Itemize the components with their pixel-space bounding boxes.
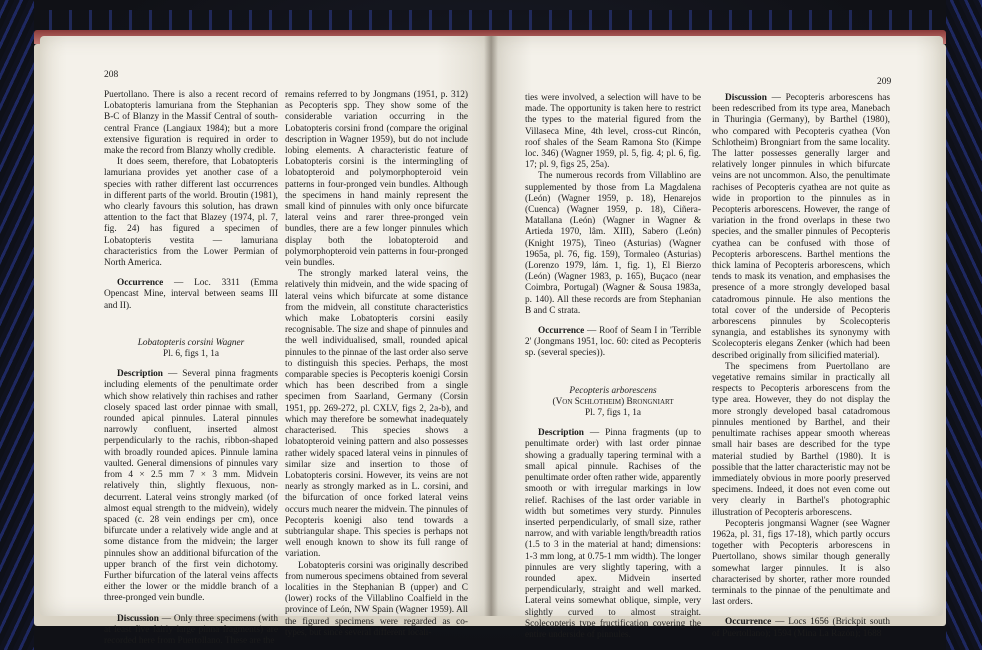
left-page-column-2 xyxy=(285,90,468,639)
page-number-left: 208 xyxy=(104,70,119,80)
section-heading: Occurrence xyxy=(538,326,585,337)
paragraph-text: — Locs 1656 (Brickpit south of Puertollano); 1594 (Mina La Razón); 1688 xyxy=(712,617,890,639)
paragraph-text: — Pinna fragments (up to penultimate order) with last order pinnae showing a gradually tapering terminal with a small apical pinnule. Rachises of the penultimate order often rather wide, apparently smooth or with irregular markings in low relief. Rachises of the last order variable in width but sometimes very sturdy. Pinnules inserted perpendicularly, of small size, rather narrow, and with variable length/breadth ratios (1.5 to 3 in the material at hand; dimensions: 1-3 mm long, at 0.75-1 mm width). The longer pinnules are very slightly tapering, with a rounded apex. Midvein inserted perpendicularly, straight and well marked. Lateral veins somewhat oblique, simple, very slightly curved to almost straight. Scolecopteris type fructification covering the entire underside of pinnules. xyxy=(525,428,701,640)
discussion-paragraph xyxy=(104,614,278,648)
right-page-column-1 xyxy=(525,93,701,641)
paragraph: remains referred to by Jongmans (1951, p. 312) as Pecopteris spp. They show some of the considerable variation occurring in the Lobatopteris corsini frond (compare the original description in Wagner 1959), but do not include lobing elements. A characteristic feature of Lobatopteris corsini is the intermingling of lobatopteroid and polymorphopteroid vein patterns in four-pronged vein bundles. Although the specimens in hand mainly represent the small kind of pinnules with only once bifurcate lateral veins and rarer three-pronged vein bundles, there are a few longer pinnules which display both the lobatopteroid and polymorphopteroid vein patterns in four-pronged vein bundles. xyxy=(285,90,468,269)
section-heading: Discussion xyxy=(725,93,767,103)
cover-cloth-top xyxy=(40,10,940,32)
paragraph-text: — Pecopteris arborescens has been redescribed from its type area, Manebach in Thuringia (Germany), by Barthel (1980), who compared with Pecopteris cyathea (Von Schlotheim) Brongniart from the same locality. The latter possesses generally larger and relatively longer pinnules in which bifurcate veins are not uncommon. Also, the penultimate rachises of Pecopteris cyathea are not quite as wide in proportion to the pinnules as in Pecopteris arborescens. However, the range of variation in the frond overlaps in these two species, and the smaller pinnules of Pecopteris cyathea can be confused with those of Pecopteris arborescens. Barthel mentions the thick lamina of Pecopteris arborescens, which tends to mask its venation, and emphasises the presence of a more strongly developed basal catadromous pinnule. He also mentions the total cover of the underside of Pecopteris arborescens pinnules by Scolecopteris synangia, and establishes its synonymy with Scolecopteris elegans Zenker (which had been described originally from silicified material). xyxy=(712,93,890,361)
paragraph: Pecopteris jongmansi Wagner (see Wagner 1962a, pl. 31, figs 17-18), which partly occurs together with Pecopteris arborescens in Puertollano, shows similar though generally somewhat larger pinnules. It is also characterised by shorter, rather more rounded terminals to the pinnae of the penultimate and last orders. xyxy=(712,518,890,608)
section-heading: Occurrence xyxy=(725,617,772,628)
species-plate: Pl. 6, figs 1, 1a xyxy=(162,349,220,360)
right-page-column-2 xyxy=(712,93,890,640)
paragraph: Lobatopteris corsini was originally described from numerous specimens obtained from several localities in the Stephanian B (upper) and C (lower) rocks of the Villablino Coalfield in the province of León, NW Spain (Wagner 1959). All the figured specimens were regarded as co-types, but since several different locali- xyxy=(285,560,468,638)
page-number-right: 209 xyxy=(877,77,892,87)
paragraph: The strongly marked lateral veins, the relatively thin midvein, and the wide spacing of lateral veins which bifurcate at some distance from the midvein, all constitute characteristics which make Lobatopteris corsini easily recognisable. The size and shape of pinnules and the well individualised, small, rounded apical pinnules to the pinnae of the last order also serve to distinguish this species. Perhaps, the most comparable species is Pecopteris koenigi Corsin which has been described from a single specimen from Saarland, Germany (Corsin 1951, pp. 269-272, pl. CXLV, figs 2, 2a-b), and which may therefore be somewhat inadequately characterised. This species shows a lobatopteroid veining pattern and also possesses rather widely spaced lateral veins in pinnules of similar size and insertion to those of Lobatopteris corsini. However, its veins are not nearly as strongly marked as in L. corsini, and the bifurcation of once forked lateral veins occurs much nearer the midvein. The pinnules of Pecopteris koenigi also tend towards a subtriangular shape. This species is perhaps not well enough known to show its full range of variation. xyxy=(285,269,468,560)
section-heading: Occurrence xyxy=(117,278,164,289)
paragraph-text: — Loc. 3311 (Emma Opencast Mine, interval between seams III and II). xyxy=(104,278,278,311)
description-paragraph xyxy=(525,428,701,641)
species-plate: Pl. 7, figs 1, 1a xyxy=(584,408,642,419)
species-title: Lobatopteris corsini Wagner xyxy=(137,337,245,348)
discussion-paragraph xyxy=(712,93,890,362)
paragraph: The numerous records from Villablino are supplemented by those from La Magdalena (León) (Wagner 1959, p. 18), Henarejos (Cuenca) (Wagner 1959, p. 18), Ciñera-Matallana (León) (Wagner in Wagner & Artieda 1970, lâm. XIII), Sabero (León) (Knight 1975), Tineo (Asturias) (Wagner 1965a, pl. 76, fig. 159), Tormaleo (Asturias) (Lorenzo 1979, lám. 1, fig. 1), El Bierzo (León) (Wagner 1983, p. 165), Buçaco (near Coimbra, Portugal) (Wagner & Sousa 1983a, p. 140). All these records are from Stephanian B and C strata. xyxy=(525,171,701,316)
section-heading: Description xyxy=(117,369,163,380)
book-gutter xyxy=(484,36,498,616)
occurrence-paragraph xyxy=(104,278,278,312)
paragraph: ties were involved, a selection will have to be made. The opportunity is taken here to restrict the types to the material figured from the Villaseca Mine, 4th level, cross-cut Rincón, roof shales of the Seam Ramona Sto (Kimpe loc. 346) (Wagner 1959, pl. 5, fig. 4; pl. 6, fig. 17; pl. 9, figs 25, 25a). xyxy=(525,93,701,171)
species-title: Pecopteris arborescens xyxy=(569,385,657,396)
section-heading: Description xyxy=(538,428,584,439)
paragraph-text: — Roof of Seam I in 'Terrible 2' (Jongmans 1951, loc. 60: cited as Pecopteris sp. (several species)). xyxy=(525,326,701,359)
occurrence-paragraph xyxy=(525,326,701,360)
paragraph: The specimens from Puertollano are vegetative remains similar in practically all respects to Pecopteris arborescens from the type area. However, they do not display the more strongly developed basal catadromous pinnules mentioned by Barthel, and their penultimate rachises appear smooth whereas small hair bases are described for the type material studied by Barthel (1980). It is possible that the latter characteristic may not be immediately obvious in more poorly preserved specimens. Indeed, it does not even come out very clearly in Barthel's photographic illustration of Pecopteris arborescens. xyxy=(712,361,890,518)
description-paragraph xyxy=(104,369,278,604)
cover-cloth-right xyxy=(946,0,982,650)
paragraph: It does seem, therefore, that Lobatopteris lamuriana provides yet another case of a species with rather different last occurrences in different parts of the world. Broutin (1981), who clearly favours this solution, has drawn attention to the fact that Blazey (1974, pl. 7, fig. 24) has figured a specimen of Lobatopteris vestita — lamuriana characteristics from the Lower Permian of North America. xyxy=(104,157,278,269)
cover-cloth-left xyxy=(0,0,34,650)
paragraph-text: — Several pinna fragments including elements of the penultimate order which show relatively thin rachises and rather closely spaced last order pinnae with small, rounded apical pinnules. Lateral pinnules narrowly confluent, inserted almost perpendicularly to the rachis, ribbon-shaped with broadly rounded apices. Pinnule lamina vaulted. General dimensions of pinnules vary from 4 × 2.5 mm 7 × 3 mm. Midvein relatively thin, slightly flexuous, non-decurrent. Lateral veins strongly marked (of almost equal strength to the midvein), widely spaced (c. 28 vein endings per cm), once bifurcate under a relatively wide angle and at some distance from the midvein; the larger pinnules show an additional bifurcation of the upper branch of the first vein dichotomy. Further bifurcation of the lateral veins affects either the lower or the middle branch of a three-pronged vein bundle. xyxy=(104,369,278,604)
occurrence-paragraph xyxy=(712,617,890,639)
left-page-column-1 xyxy=(104,90,278,647)
paragraph: Puertollano. There is also a recent record of Lobatopteris lamuriana from the Stephanian B-C of Blanzy in the Massif Central of south-central France (Langiaux 1984); but a more extensive figuration is required in order to make the record from Blanzy wholly credible. xyxy=(104,90,278,157)
section-heading: Discussion xyxy=(117,613,159,624)
species-author: (Von Schlotheim) Brongniart xyxy=(552,396,674,407)
paragraph-text: — Only three specimens (with at least five fairly large pinna fragments) are recorded here from Puertollano. These are the xyxy=(104,613,278,646)
